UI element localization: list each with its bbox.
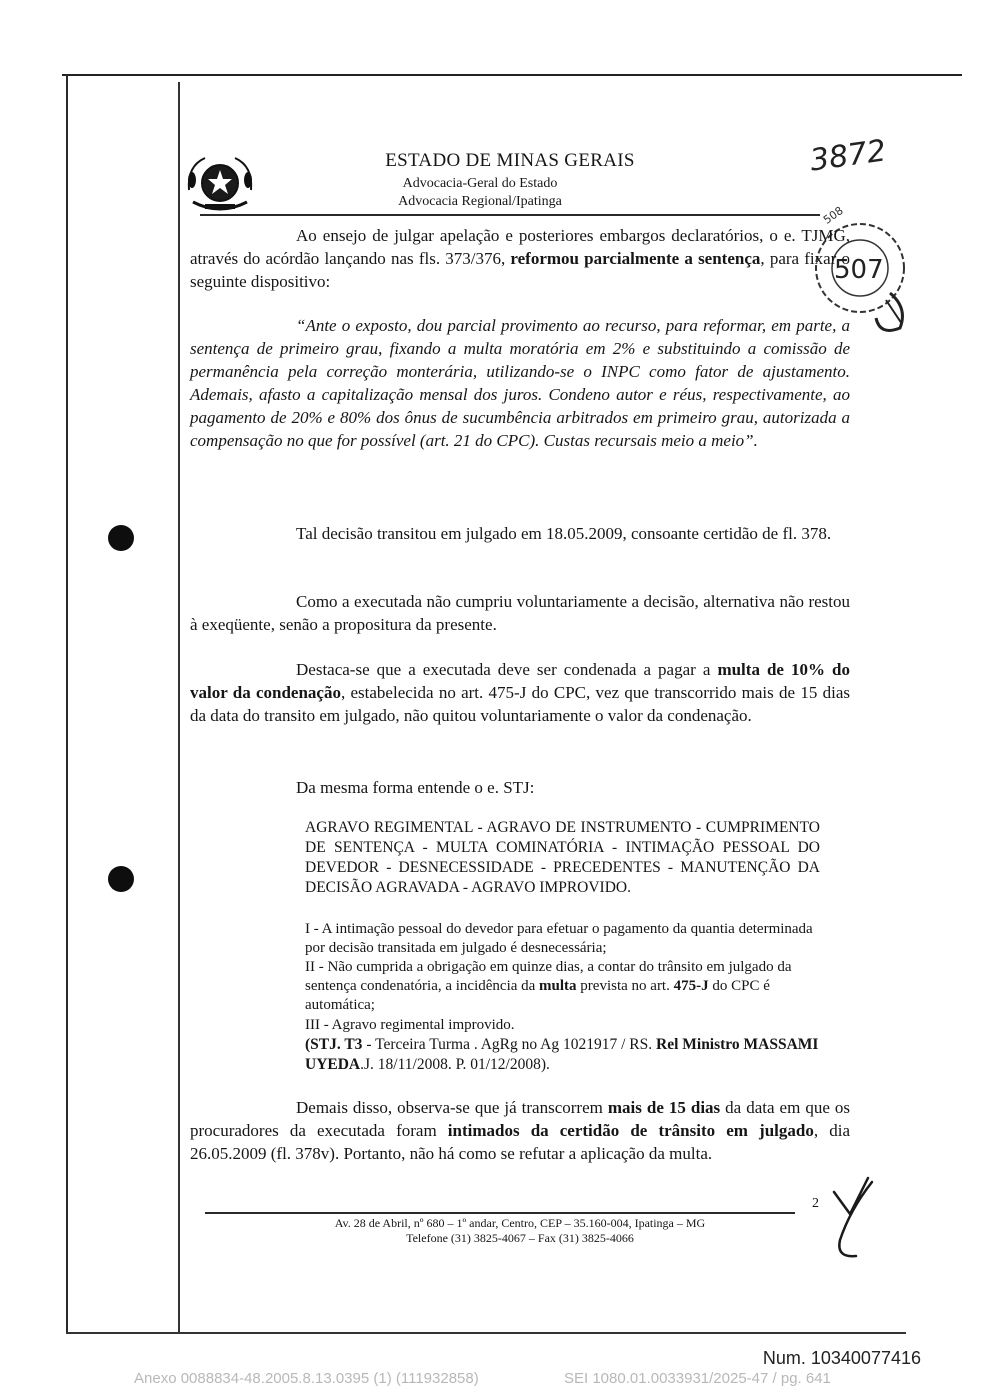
ementa-item-2: II - Não cumprida a obrigação em quinze dias, a contar do trânsito em julgado da sentença condenatória, a incidência da multa prevista no art. 475-J do CPC é automática; (305, 959, 792, 1013)
footer-phones: Telefone (31) 3825-4067 – Fax (31) 3825-4066 (406, 1231, 634, 1245)
punch-hole-icon (108, 525, 134, 551)
stamp-side-text: 508 (820, 204, 846, 227)
paragraph-5: Da mesma forma entende o e. STJ: (296, 778, 535, 797)
scan-edge-top (62, 74, 962, 76)
header-office: Advocacia Regional/Ipatinga (398, 194, 562, 209)
stamp-center-number: 507 (834, 255, 884, 285)
ementa-heading: AGRAVO REGIMENTAL - AGRAVO DE INSTRUMENTO - CUMPRIMENTO DE SENTENÇA - MULTA COMINATÓRIA - INTIMAÇÃO PESSOAL DO DEVEDOR - DESNECESSIDADE - PRECEDENTES - MANUTENÇÃO DA DECISÃO AGRAVADA - AGRAVO IMPROVIDO. (305, 819, 820, 896)
paragraph-2: Tal decisão transitou em julgado em 18.05.2009, consoante certidão de fl. 378. (296, 524, 832, 543)
footer-rule (205, 1212, 795, 1214)
quoted-decision: “Ante o exposto, dou parcial provimento ao recurso, para reformar, em parte, a sentença de primeiro grau, fixando a multa moratória em 2% e substituindo a comissão de permanência pela correção monterária, utilizando-se o INPC como fator de ajustamento. Ademais, afasto a capitalização mensal dos juros. Condeno autor e réus, respectivamente, ao pagamento de 20% e 80% dos ônus de sucumbência arbitrados em primeiro grau, autorizada a compensação no que for possível (art. 21 do CPC). Custas recursais meio a meio”. (190, 316, 850, 450)
handwritten-signature-icon (820, 1170, 900, 1270)
coat-of-arms-icon (183, 150, 257, 220)
document-number: Num. 10340077416 (762, 1348, 921, 1368)
ementa-item-1: I - A intimação pessoal do devedor para efetuar o pagamento da quantia determinada por decisão transitada em julgado é desnecessária; (305, 921, 813, 956)
ementa-item-3: III - Agravo regimental improvido. (305, 1017, 515, 1033)
footer-address: Av. 28 de Abril, nº 680 – 1º andar, Centro, CEP – 35.160-004, Ipatinga – MG (334, 1216, 706, 1230)
paragraph-3: Como a executada não cumpriu voluntariamente a decisão, alternativa não restou à exeqüente, senão a propositura da presente. (190, 592, 850, 634)
paragraph-1: Ao ensejo de julgar apelação e posteriores embargos declaratórios, o e. TJMG, através do acórdão lançando nas fls. 373/376, reformou parcialmente a sentença, para fixar o seguinte dispositivo: (190, 226, 850, 291)
annex-reference: Anexo 0088834-48.2005.8.13.0395 (1) (111932858) (134, 1370, 479, 1387)
ementa-citation: (STJ. T3 - Terceira Turma . AgRg no Ag 1021917 / RS. Rel Ministro MASSAMI UYEDA.J. 18/11/2008. P. 01/12/2008). (305, 1036, 819, 1073)
page-margin-line (178, 82, 180, 1332)
stamp-top-number: 3872 (807, 133, 889, 179)
paragraph-4: Destaca-se que a executada deve ser condenada a pagar a multa de 10% do valor da condenação, estabelecida no art. 475-J do CPC, vez que transcorrido mais de 15 dias da data do transito em julgado, não quitou voluntariamente o valor da condenação. (190, 660, 850, 725)
punch-hole-icon (108, 866, 134, 892)
sei-reference: SEI 1080.01.0033931/2025-47 / pg. 641 (564, 1370, 831, 1387)
page-bottom-line (66, 1332, 906, 1334)
page-number: 2 (812, 1196, 819, 1211)
scan-edge-left (66, 74, 68, 1334)
paragraph-6: Demais disso, observa-se que já transcorrem mais de 15 dias da data em que os procuradores da executada foram intimados da certidão de trânsito em julgado, dia 26.05.2009 (fl. 378v). Portanto, não há como se refutar a aplicação da multa. (190, 1098, 850, 1163)
header-agency: Advocacia-Geral do Estado (402, 176, 558, 191)
header-state: ESTADO DE MINAS GERAIS (385, 150, 635, 171)
header-rule (200, 214, 820, 216)
